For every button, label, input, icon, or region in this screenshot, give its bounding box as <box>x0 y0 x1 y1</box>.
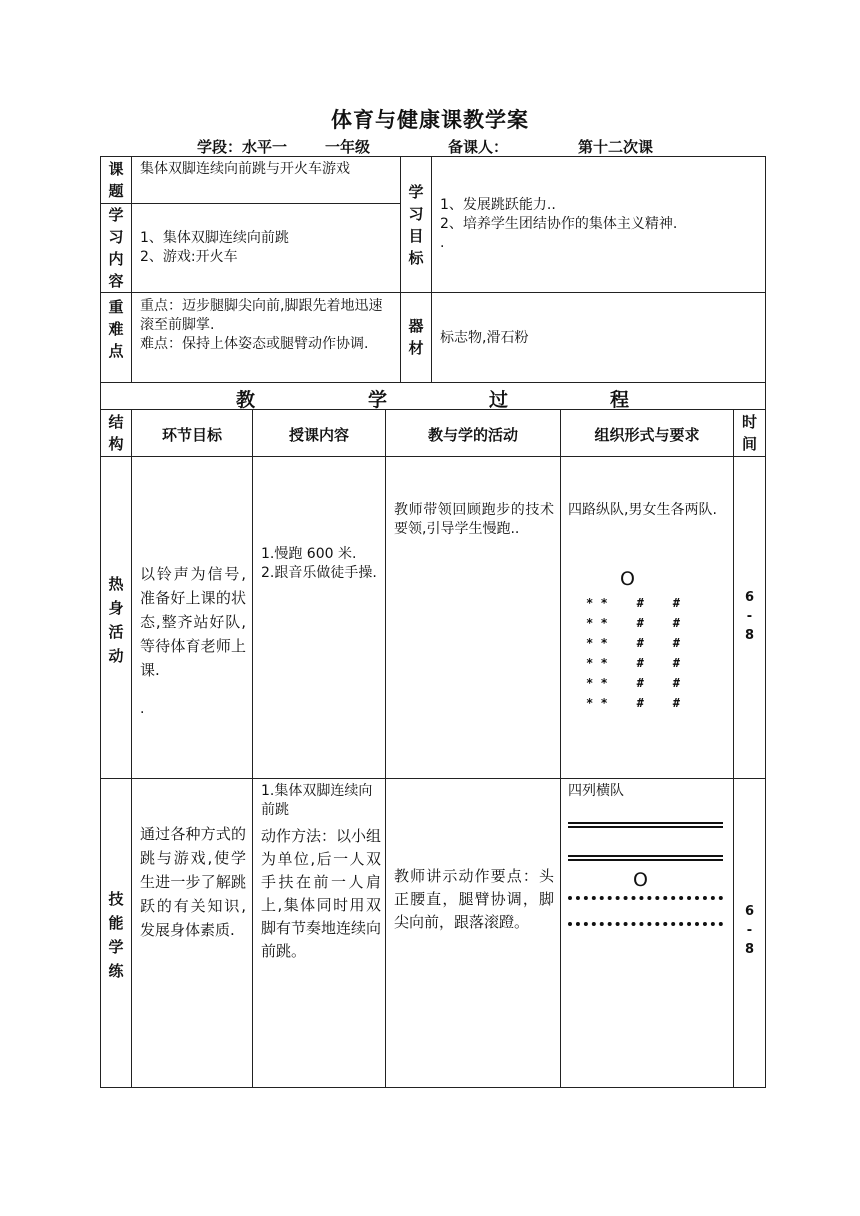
page-title: 体育与健康课教学案 <box>331 108 529 132</box>
skill-organization: 四列横队 <box>568 783 624 799</box>
stage-label: 学段：水平一 <box>197 138 288 156</box>
warmup-activity: 教师带领回顾跑步的技术要领,引导学生慢跑.. <box>394 502 554 537</box>
equipment-label: 器 材 <box>408 317 424 357</box>
dotted-rank-1 <box>568 896 723 900</box>
grade-label: 一年级 <box>325 138 371 156</box>
key-label: 重 难 点 <box>108 298 124 360</box>
header-activity: 教与学的活动 <box>427 426 518 444</box>
topic-text: 集体双脚连续向前跳与开火车游戏 <box>140 161 350 177</box>
solid-rank-1 <box>568 822 723 828</box>
warmup-organization: 四路纵队,男女生各两队. <box>568 502 717 518</box>
skill-activity: 教师讲示动作要点：头正腰直，腿臂协调，脚尖向前，跟落滚蹬。 <box>394 867 554 931</box>
content-label: 学 习 内 容 <box>108 206 124 290</box>
warmup-goal-extra: . <box>140 701 145 717</box>
header-time: 时 间 <box>741 413 757 453</box>
dotted-rank-2 <box>568 922 723 926</box>
warmup-time: 6 - 8 <box>744 590 755 643</box>
preparer-label: 备课人： <box>448 138 509 156</box>
lesson-label: 第十二次课 <box>578 138 654 156</box>
equipment-text: 标志物,滑石粉 <box>440 330 529 346</box>
header-goal: 环节目标 <box>161 426 222 444</box>
skill-time: 6 - 8 <box>744 904 755 957</box>
warmup-content: 1.慢跑 600 米. 2.跟音乐做徒手操. <box>261 546 377 581</box>
teacher-marker-2: O <box>633 869 648 891</box>
solid-rank-2 <box>568 855 723 861</box>
warmup-goal: 以铃声为信号,准备好上课的状态,整齐站好队,等待体育老师上课. <box>140 565 246 679</box>
header-content: 授课内容 <box>288 426 349 444</box>
teacher-marker: O <box>620 568 635 590</box>
content-text: 1、集体双脚连续向前跳 2、游戏:开火车 <box>140 230 289 265</box>
topic-label: 课 题 <box>108 160 124 200</box>
goals-text: 1、发展跳跃能力.. 2、培养学生团结协作的集体主义精神. . <box>440 197 678 251</box>
skill-content-title: 1.集体双脚连续向前跳 <box>261 783 373 818</box>
section-warmup: 热 身 活 动 <box>108 575 124 665</box>
goal-label: 学 习 目 标 <box>408 183 424 267</box>
header-organization: 组织形式与要求 <box>594 426 700 444</box>
skill-content: 动作方法：以小组为单位,后一人双手扶在前一人肩上,集体同时用双脚有节奏地连续向前跳。 <box>261 827 382 960</box>
skill-goal: 通过各种方式的跳与游戏,使学生进一步了解跳跃的有关知识,发展身体素质. <box>140 825 246 939</box>
key-text: 重点：迈步腿脚尖向前,脚跟先着地迅速滚至前脚掌. 难点：保持上体姿态或腿臂动作协调. <box>140 298 383 352</box>
process-char-3: 过 <box>489 389 509 411</box>
process-char-2: 学 <box>368 389 388 411</box>
section-skill: 技 能 学 练 <box>108 890 124 980</box>
process-char-1: 教 <box>236 389 256 411</box>
header-structure: 结 构 <box>108 413 124 453</box>
process-char-4: 程 <box>610 389 630 411</box>
